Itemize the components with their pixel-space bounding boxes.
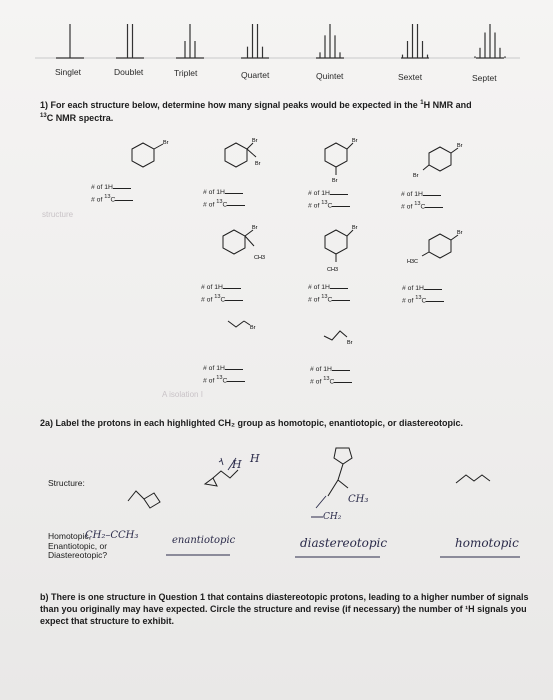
svg-text:Br: Br: [413, 173, 419, 179]
h-count-blank-1[interactable]: # of 1H: [91, 182, 133, 193]
counts-structure-6: [308, 282, 350, 304]
c-count-blank-7[interactable]: # of $^{13}$C: [402, 294, 444, 306]
structure-2-bromobutane: [324, 331, 353, 346]
c-count-blank-6[interactable]: # of $^{13}$C: [308, 293, 350, 305]
svg-text:CH3: CH3: [327, 267, 339, 273]
quintet-multiplet: [316, 24, 344, 58]
h-count-blank-8[interactable]: # of 1H: [203, 363, 245, 374]
question-2a-prompt: 2a) Label the protons in each highlighted CH₂ group as homotopic, enantiotopic, or diastereotopic.: [40, 418, 464, 428]
structure-2a-4: [456, 475, 490, 483]
svg-text:Br: Br: [252, 138, 258, 144]
handwritten-answer-3: homotopic: [455, 536, 519, 550]
structure-1-1-dibromocyclohexane: [225, 138, 261, 167]
doublet-multiplet: [116, 24, 144, 58]
c-count-blank-4[interactable]: # of $^{13}$C: [401, 200, 443, 212]
structure-1-bromo-1-methylcyclohexane: [223, 225, 265, 261]
svg-text:CH3: CH3: [254, 255, 266, 261]
c-count-blank-5[interactable]: # of $^{13}$C: [201, 293, 243, 305]
singlet-label: Singlet: [55, 67, 81, 77]
counts-structure-4: [401, 189, 443, 211]
sextet-label: Sextet: [398, 72, 423, 82]
question-2b-prompt: b) There is one structure in Question 1 that contains diastereotopic protons, leading to a higher number of signals than you originally may have expected. Circle the structure and revise (if necessary) the number of ¹H signals you expect that structure to exhibit.: [40, 592, 529, 626]
counts-structure-1: [91, 182, 133, 204]
handwritten-ch2: CH₂: [323, 512, 342, 522]
svg-text:Br: Br: [252, 225, 258, 231]
sextet-multiplet: [401, 24, 429, 58]
h-count-blank-6[interactable]: # of 1H: [308, 282, 350, 293]
handwritten-note-structure-1: CH₂–CCH₃: [85, 530, 139, 541]
h-count-blank-4[interactable]: # of 1H: [401, 189, 443, 200]
handwritten-h-right: H: [250, 452, 260, 465]
quartet-multiplet: [241, 24, 269, 58]
c-count-blank-8[interactable]: # of $^{13}$C: [203, 374, 245, 386]
svg-text:Br: Br: [255, 161, 261, 167]
splitting-patterns-figure: [30, 14, 525, 64]
counts-structure-5: [201, 282, 243, 304]
svg-text:Br: Br: [332, 178, 338, 184]
handwritten-answer-1: enantiotopic: [172, 535, 236, 546]
structure-1-bromo-4-methylcyclohexane: [325, 225, 358, 273]
proton-type-row-label: Homotopic, Enantiotopic, or Diastereotopic?: [48, 531, 108, 560]
h-count-blank-2[interactable]: # of 1H: [203, 187, 245, 198]
structure-row-label: Structure:: [48, 478, 85, 488]
quintet-label: Quintet: [316, 71, 344, 81]
h-count-blank-7[interactable]: # of 1H: [402, 283, 444, 294]
faint-bleed-text-1: structure: [42, 210, 74, 219]
h-count-blank-3[interactable]: # of 1H: [308, 188, 350, 199]
svg-text:Br: Br: [457, 230, 463, 236]
septet-label: Septet: [472, 73, 497, 83]
handwritten-ch3: CH₃: [348, 494, 369, 505]
svg-text:Br: Br: [347, 340, 353, 346]
c-count-blank-3[interactable]: # of $^{13}$C: [308, 199, 350, 211]
c-count-blank-1[interactable]: # of $^{13}$C: [91, 193, 133, 205]
svg-text:Br: Br: [352, 225, 358, 231]
structure-1-4-dibromocyclohexane: [325, 138, 358, 184]
svg-text:Br: Br: [352, 138, 358, 144]
structure-1-bromo-3-methylcyclohexane: [407, 230, 463, 265]
structure-2a-3: [311, 448, 352, 517]
svg-text:Br: Br: [163, 140, 169, 146]
quartet-label: Quartet: [241, 70, 270, 80]
handwritten-answer-2: diastereotopic: [300, 536, 388, 550]
svg-text:Br: Br: [457, 143, 463, 149]
counts-structure-8: [203, 363, 245, 385]
triplet-multiplet: [176, 24, 204, 58]
h-count-blank-5[interactable]: # of 1H: [201, 282, 243, 293]
question-2a-structures: [0, 440, 553, 580]
c-count-blank-9[interactable]: # of $^{13}$C: [310, 375, 352, 387]
h-count-blank-9[interactable]: # of 1H: [310, 364, 352, 375]
structure-1-3-dibromocyclohexane: [413, 143, 463, 179]
faint-bleed-text-2: A isolation I: [162, 390, 203, 399]
structure-2a-1: [128, 491, 160, 508]
structure-2-bromopropane: [228, 321, 256, 331]
handwritten-h-left: H: [232, 458, 242, 471]
counts-structure-2: [203, 187, 245, 209]
svg-text:Br: Br: [250, 325, 256, 331]
svg-text:H3C: H3C: [407, 259, 419, 265]
counts-structure-7: [402, 283, 444, 305]
counts-structure-3: [308, 188, 350, 210]
doublet-label: Doublet: [114, 67, 144, 77]
question-1-structures: [0, 135, 553, 350]
c-count-blank-2[interactable]: # of $^{13}$C: [203, 198, 245, 210]
question-1-prompt: 1) For each structure below, determine how many signal peaks would be expected in the $^1$H NMR and $^{13}$C NMR spectra.: [40, 100, 472, 123]
counts-structure-9: [310, 364, 352, 386]
septet-multiplet: [475, 24, 505, 58]
singlet-multiplet: [56, 24, 84, 58]
triplet-label: Triplet: [174, 68, 198, 78]
structure-bromocyclohexane: [132, 140, 169, 167]
